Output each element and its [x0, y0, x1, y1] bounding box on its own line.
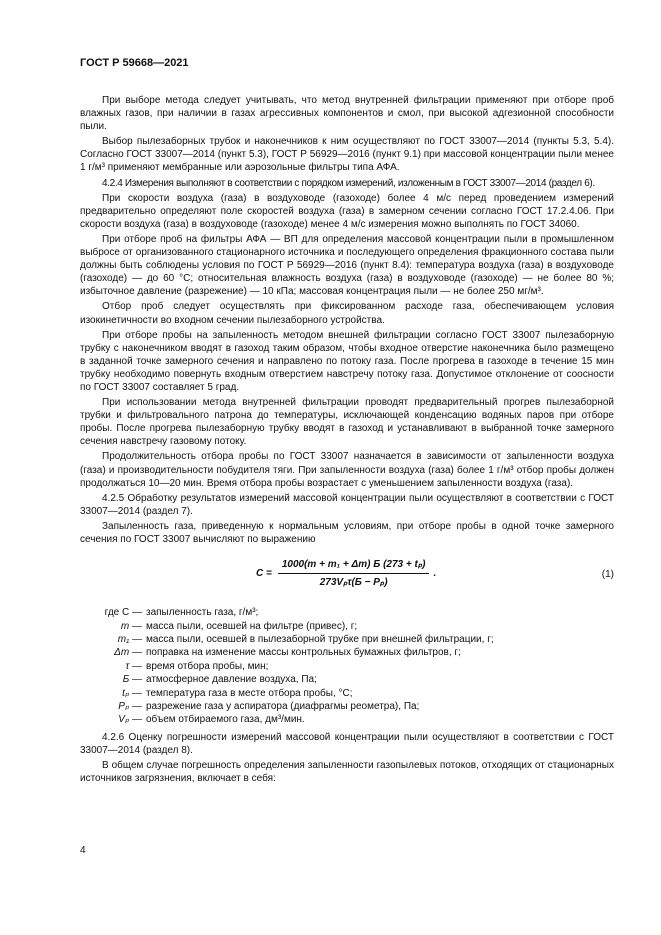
variable-symbol: Vₚ —	[118, 714, 142, 726]
paragraph-clause-4-2-5: 4.2.5 Обработку результатов измерений массовой концентрации пыли осуществляют в соответствии с ГОСТ 33007—2014 (раздел 7).	[80, 492, 614, 517]
variable-item	[80, 700, 614, 713]
variable-symbol: τ —	[125, 660, 142, 672]
variable-item	[80, 606, 614, 619]
variable-item	[80, 646, 614, 659]
variable-item	[80, 633, 614, 646]
variable-item	[80, 673, 614, 686]
paragraph: При отборе пробы на запыленность методом внешней фильтрации согласно ГОСТ 33007 пылезаборную трубку с наконечником вводят в газоход таким образом, чтобы входное отверстие наконечника было размещено в заданной точке замерного сечения и направлено по потоку газа. После прогрева в газоходе в течение 15 мин трубку необходимо повернуть входным отверстием навстречу потоку газа. Допустимое отклонение от соосности по ГОСТ 33007 составляет 5 град.	[80, 329, 614, 393]
variable-description: время отбора пробы, мин;	[146, 660, 269, 672]
formula-numerator: 1000(m + m₁ + Δm) Б (273 + tₚ)	[278, 558, 430, 574]
variable-symbol: Δm —	[114, 647, 142, 659]
paragraph: При отборе проб на фильтры АФА — ВП для определения массовой концентрации пыли в промышленном выбросе от организованного стационарного источника и последующего определения фракционного состава пыли должны быть соблюдены условия по ГОСТ Р 56929—2016 (пункт 8.4): температура воздуха (газа) в воздуховоде (газоходе) — до 60 °С; относительная влажность воздуха (газа) в воздуховоде (газоходе) — не более 80 %; избыточное давление (разрежение) — 10 кПа; массовая концентрация пыли — не более 250 мг/м³.	[80, 233, 614, 298]
paragraph: Отбор проб следует осуществлять при фиксированном расходе газа, обеспечивающем условия изокинетичности во входном сечении пылезаборного устройства.	[80, 301, 614, 326]
formula	[256, 558, 436, 589]
paragraph: При выборе метода следует учитывать, что метод внутренней фильтрации применяют при отборе проб влажных газов, при наличии в газах агрессивных компонентов и смол, при высокой адгезионной способности пыли.	[80, 95, 614, 133]
variable-description: масса пыли, осевшей в пылезаборной трубке при внешней фильтрации, г;	[146, 633, 494, 645]
variable-item	[80, 660, 614, 673]
variable-symbol: tₚ —	[122, 687, 142, 699]
formula-block	[80, 556, 614, 598]
formula-fraction	[278, 558, 430, 589]
variable-description: разрежение газа у аспиратора (диафрагмы реометра), Па;	[146, 700, 420, 712]
variable-description: запыленность газа, г/м³;	[146, 607, 259, 619]
paragraph: В общем случае погрешность определения запыленности газопылевых потоков, отходящих от стационарных источников загрязнения, включает в себя:	[80, 759, 614, 785]
variable-symbol: Б —	[122, 674, 142, 686]
variable-symbol: m₁ —	[117, 633, 142, 645]
paragraph: При скорости воздуха (газа) в воздуховоде (газоходе) более 4 м/с перед проведением измерений предварительно определяют поле скоростей воздуха (газа) в замерном сечении согласно ГОСТ 17.2.4.06. При скорости воздуха (газа) в воздуховоде (газоходе) менее 4 м/с измерения можно выполнять по ГОСТ 34060.	[80, 192, 614, 230]
document-body	[80, 94, 614, 787]
equation-number: (1)	[601, 569, 614, 581]
variables-list	[80, 606, 614, 727]
variable-description: атмосферное давление воздуха, Па;	[146, 674, 317, 686]
variable-item	[80, 687, 614, 700]
document-header: ГОСТ Р 59668—2021	[80, 57, 189, 69]
variable-description: масса пыли, осевшей на фильтре (привес), г;	[146, 620, 358, 632]
paragraph: При использовании метода внутренней фильтрации проводят предварительный прогрев пылезаборной трубки и фильтровального патрона до температуры, исключающей конденсацию водяных паров при отборе пробы. После прогрева пылезаборную трубку вводят в газоход и устанавливают в выбранной точке замерного сечения навстречу газовому потоку.	[80, 397, 614, 448]
variable-item	[80, 713, 614, 726]
variable-item	[80, 620, 614, 633]
paragraph: Запыленность газа, приведенную к нормальным условиям, при отборе пробы в одной точке замерного сечения по ГОСТ 33007 вычисляют по выражению	[80, 520, 614, 545]
page-number: 4	[80, 845, 86, 856]
paragraph-clause-4-2-4: 4.2.4 Измерения выполняют в соответствии с порядком измерений, изложенным в ГОСТ 33007—2014 (раздел 6).	[102, 177, 595, 189]
paragraph: Выбор пылезаборных трубок и наконечников к ним осуществляют по ГОСТ 33007—2014 (пункты 5.3, 5.4). Согласно ГОСТ 33007—2014 (пункт 5.3), ГОСТ Р 56929—2016 (пункт 9.1) при массовой концентрации пыли менее 1 г/м³ применяют мембранные или аэрозольные фильтры типа АФА.	[80, 136, 614, 174]
variable-symbol: m —	[120, 620, 142, 632]
variable-symbol: где C —	[104, 607, 142, 619]
variable-symbol: Pₚ —	[118, 700, 142, 712]
document-page	[80, 0, 614, 935]
paragraph-clause-4-2-6: 4.2.6 Оценку погрешности измерений массовой концентрации пыли осуществляют в соответствии с ГОСТ 33007—2014 (раздел 8).	[80, 731, 614, 756]
variable-description: поправка на изменение массы контрольных бумажных фильтров, г;	[146, 647, 461, 659]
formula-lhs: C =	[256, 568, 272, 580]
variable-description: температура газа в месте отбора пробы, °С;	[146, 687, 353, 699]
formula-denominator: 273Vₚτ(Б − Pₚ)	[319, 577, 388, 589]
variable-description: объем отбираемого газа, дм³/мин.	[146, 714, 305, 726]
formula-dot: .	[433, 568, 437, 580]
paragraph: Продолжительность отбора пробы по ГОСТ 33007 назначается в зависимости от запыленности воздуха (газа) и производительности побудителя тяги. При запыленности воздуха (газа) более 1 г/м³ отбор пробы должен продолжаться 10—20 мин. Время отбора пробы возрастает с уменьшением запыленности воздуха (газа).	[80, 451, 614, 489]
